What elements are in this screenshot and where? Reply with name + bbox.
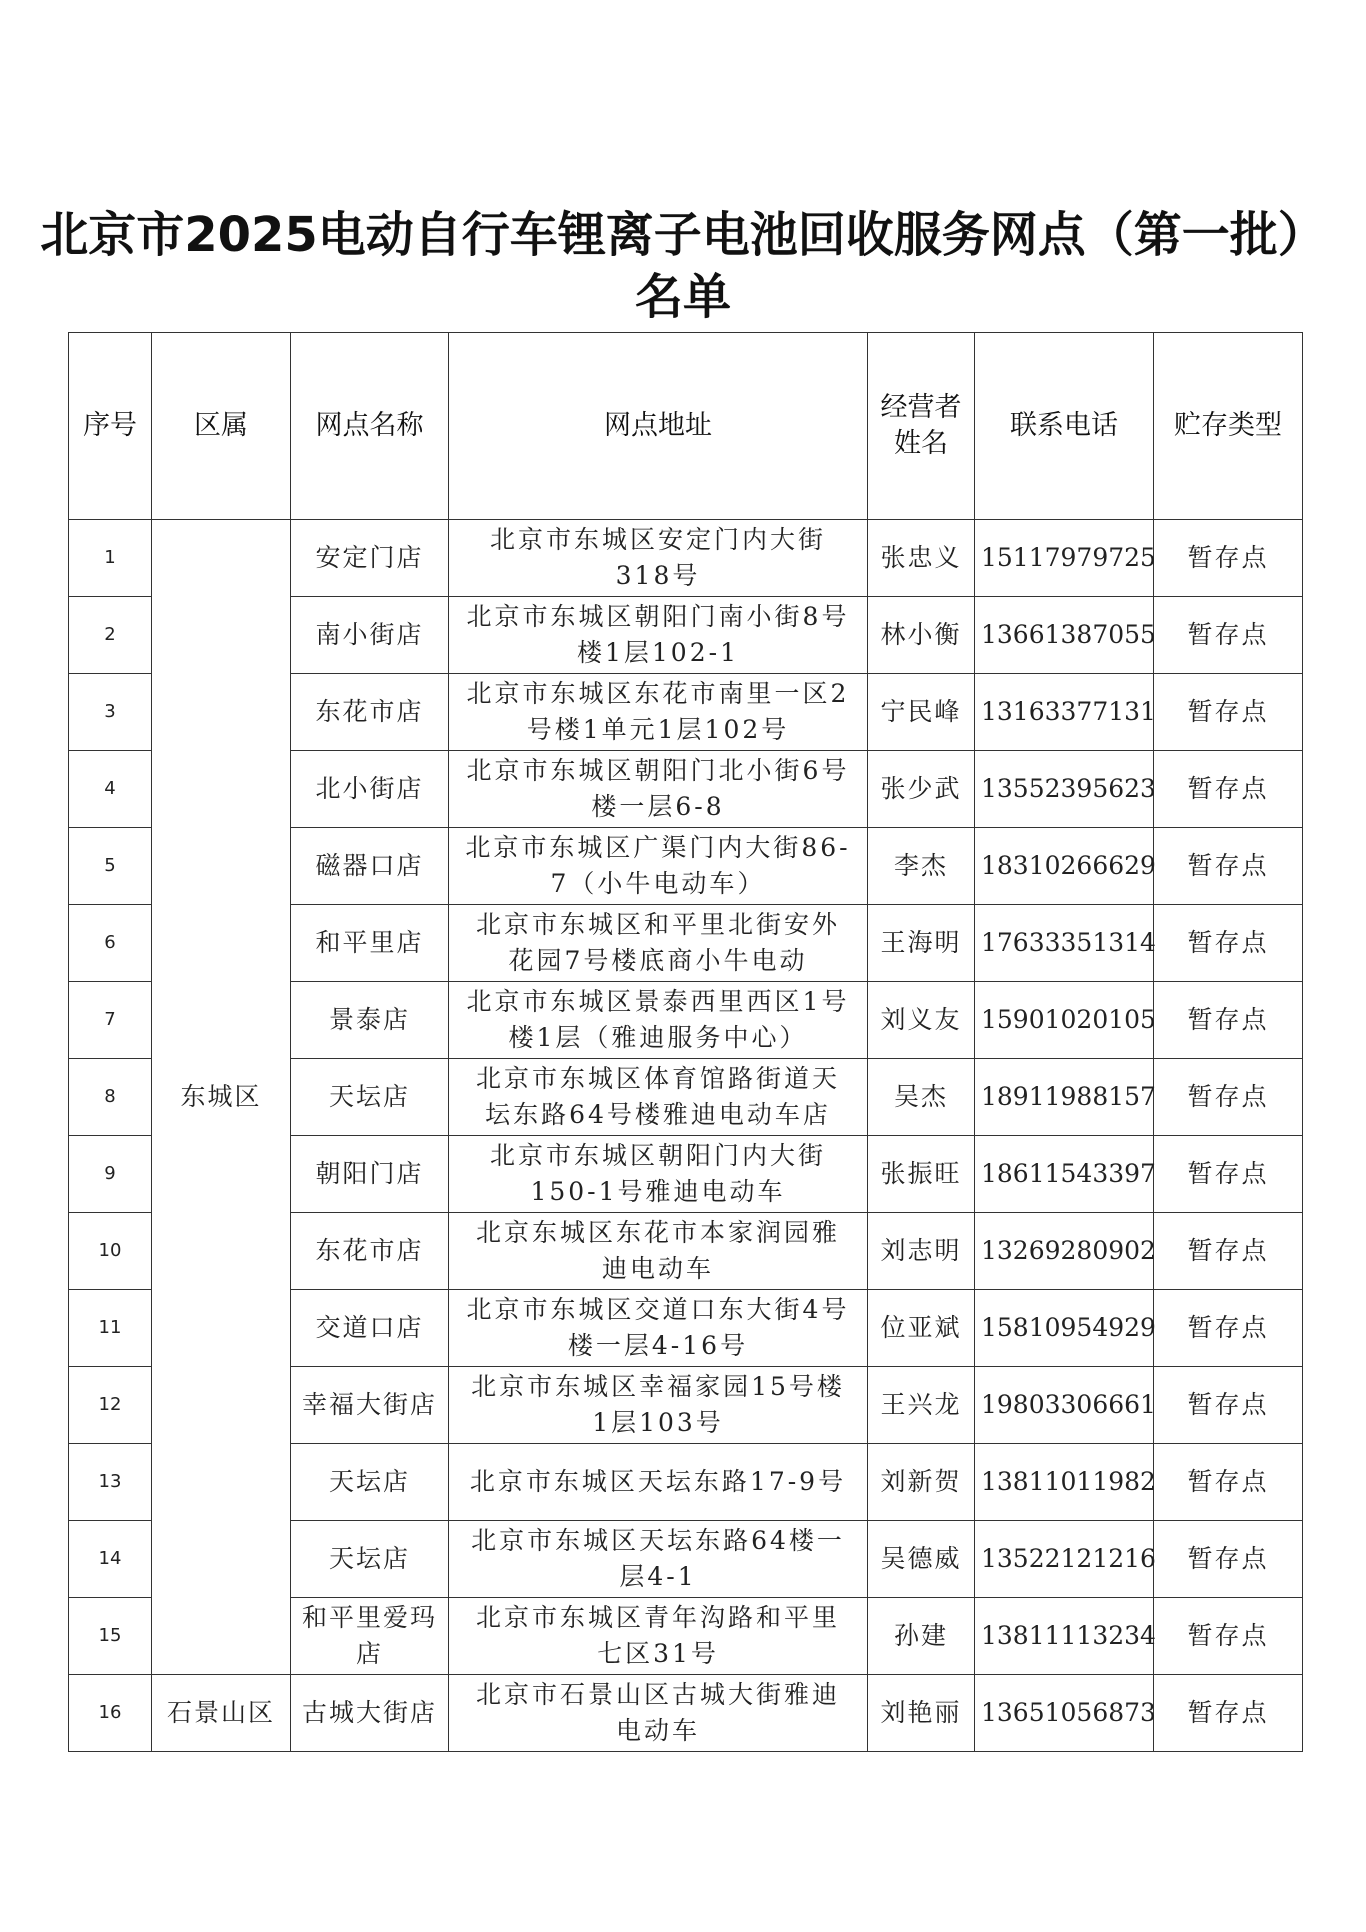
cell-address: 北京市东城区广渠门内大街86-7（小牛电动车） [449,828,868,905]
header-address: 网点地址 [449,333,868,520]
cell-address: 北京市东城区幸福家园15号楼1层103号 [449,1367,868,1444]
cell-name: 交道口店 [291,1290,449,1367]
cell-name: 东花市店 [291,1213,449,1290]
cell-phone: 18310266629 [975,828,1154,905]
cell-storage: 暂存点 [1154,1598,1303,1675]
table-header-row [69,333,1303,520]
cell-operator: 吴德威 [868,1521,975,1598]
cell-address: 北京市东城区朝阳门北小街6号楼一层6-8 [449,751,868,828]
cell-seq: 4 [69,751,152,828]
cell-operator: 李杰 [868,828,975,905]
cell-name: 磁器口店 [291,828,449,905]
cell-phone: 13651056873 [975,1675,1154,1752]
cell-seq: 12 [69,1367,152,1444]
cell-name: 北小街店 [291,751,449,828]
cell-operator: 孙建 [868,1598,975,1675]
header-storage: 贮存类型 [1154,333,1303,520]
cell-storage: 暂存点 [1154,751,1303,828]
cell-address: 北京市石景山区古城大街雅迪电动车 [449,1675,868,1752]
cell-phone: 13522121216 [975,1521,1154,1598]
cell-seq: 8 [69,1059,152,1136]
cell-operator: 张少武 [868,751,975,828]
cell-address: 北京市东城区朝阳门内大街150-1号雅迪电动车 [449,1136,868,1213]
cell-seq: 7 [69,982,152,1059]
cell-seq: 11 [69,1290,152,1367]
header-district: 区属 [152,333,291,520]
cell-operator: 刘艳丽 [868,1675,975,1752]
cell-phone: 15117979725 [975,520,1154,597]
cell-operator: 张忠义 [868,520,975,597]
cell-address: 北京市东城区交道口东大街4号楼一层4-16号 [449,1290,868,1367]
cell-storage: 暂存点 [1154,1213,1303,1290]
cell-phone: 13163377131 [975,674,1154,751]
cell-seq: 3 [69,674,152,751]
cell-phone: 18611543397 [975,1136,1154,1213]
header-seq: 序号 [69,333,152,520]
cell-seq: 2 [69,597,152,674]
cell-seq: 13 [69,1444,152,1521]
header-operator [868,333,975,520]
cell-address: 北京市东城区和平里北街安外花园7号楼底商小牛电动 [449,905,868,982]
cell-phone: 13269280902 [975,1213,1154,1290]
cell-phone: 13552395623 [975,751,1154,828]
cell-operator: 刘义友 [868,982,975,1059]
cell-storage: 暂存点 [1154,1444,1303,1521]
cell-name: 东花市店 [291,674,449,751]
cell-storage: 暂存点 [1154,1521,1303,1598]
cell-address: 北京市东城区体育馆路街道天坛东路64号楼雅迪电动车店 [449,1059,868,1136]
cell-name: 景泰店 [291,982,449,1059]
header-operator-line-2: 姓名 [894,428,948,459]
cell-operator: 王兴龙 [868,1367,975,1444]
cell-operator: 林小衡 [868,597,975,674]
cell-district: 东城区 [152,520,291,1675]
page-title-line-2: 名单 [634,269,731,326]
cell-storage: 暂存点 [1154,1367,1303,1444]
header-phone: 联系电话 [975,333,1154,520]
cell-phone: 15810954929 [975,1290,1154,1367]
cell-address: 北京市东城区天坛东路64楼一层4-1 [449,1521,868,1598]
table-row [69,520,1303,597]
cell-name: 幸福大街店 [291,1367,449,1444]
cell-operator: 刘新贺 [868,1444,975,1521]
cell-seq: 5 [69,828,152,905]
cell-storage: 暂存点 [1154,1059,1303,1136]
cell-name: 天坛店 [291,1521,449,1598]
header-name: 网点名称 [291,333,449,520]
cell-storage: 暂存点 [1154,520,1303,597]
cell-operator: 王海明 [868,905,975,982]
cell-name: 和平里爱玛店 [291,1598,449,1675]
table-row [69,1675,1303,1752]
page-title [0,204,1366,328]
cell-storage: 暂存点 [1154,1136,1303,1213]
page-title-line-1: 北京市2025电动自行车锂离子电池回收服务网点（第一批） [40,207,1326,264]
cell-seq: 6 [69,905,152,982]
cell-address: 北京市东城区朝阳门南小街8号楼1层102-1 [449,597,868,674]
cell-operator: 宁民峰 [868,674,975,751]
cell-storage: 暂存点 [1154,905,1303,982]
cell-address: 北京市东城区景泰西里西区1号楼1层（雅迪服务中心） [449,982,868,1059]
header-operator-line-1: 经营者 [880,392,962,423]
cell-storage: 暂存点 [1154,982,1303,1059]
cell-phone: 15901020105 [975,982,1154,1059]
cell-district: 石景山区 [152,1675,291,1752]
cell-address: 北京市东城区天坛东路17-9号 [449,1444,868,1521]
cell-operator: 位亚斌 [868,1290,975,1367]
cell-address: 北京市东城区东花市南里一区2号楼1单元1层102号 [449,674,868,751]
cell-address: 北京市东城区青年沟路和平里七区31号 [449,1598,868,1675]
cell-seq: 14 [69,1521,152,1598]
cell-name: 和平里店 [291,905,449,982]
cell-seq: 16 [69,1675,152,1752]
cell-storage: 暂存点 [1154,1675,1303,1752]
cell-seq: 10 [69,1213,152,1290]
cell-phone: 13661387055 [975,597,1154,674]
cell-operator: 吴杰 [868,1059,975,1136]
cell-seq: 9 [69,1136,152,1213]
cell-name: 古城大街店 [291,1675,449,1752]
cell-address: 北京东城区东花市本家润园雅迪电动车 [449,1213,868,1290]
cell-phone: 17633351314 [975,905,1154,982]
cell-storage: 暂存点 [1154,1290,1303,1367]
cell-name: 天坛店 [291,1059,449,1136]
cell-phone: 13811011982 [975,1444,1154,1521]
cell-name: 天坛店 [291,1444,449,1521]
cell-storage: 暂存点 [1154,828,1303,905]
cell-phone: 19803306661 [975,1367,1154,1444]
cell-name: 朝阳门店 [291,1136,449,1213]
cell-name: 安定门店 [291,520,449,597]
cell-phone: 18911988157 [975,1059,1154,1136]
cell-address: 北京市东城区安定门内大街318号 [449,520,868,597]
cell-storage: 暂存点 [1154,674,1303,751]
cell-operator: 张振旺 [868,1136,975,1213]
table-body [69,520,1303,1752]
cell-operator: 刘志明 [868,1213,975,1290]
recycling-points-table [68,332,1303,1752]
cell-seq: 1 [69,520,152,597]
cell-seq: 15 [69,1598,152,1675]
cell-phone: 13811113234 [975,1598,1154,1675]
cell-storage: 暂存点 [1154,597,1303,674]
cell-name: 南小街店 [291,597,449,674]
